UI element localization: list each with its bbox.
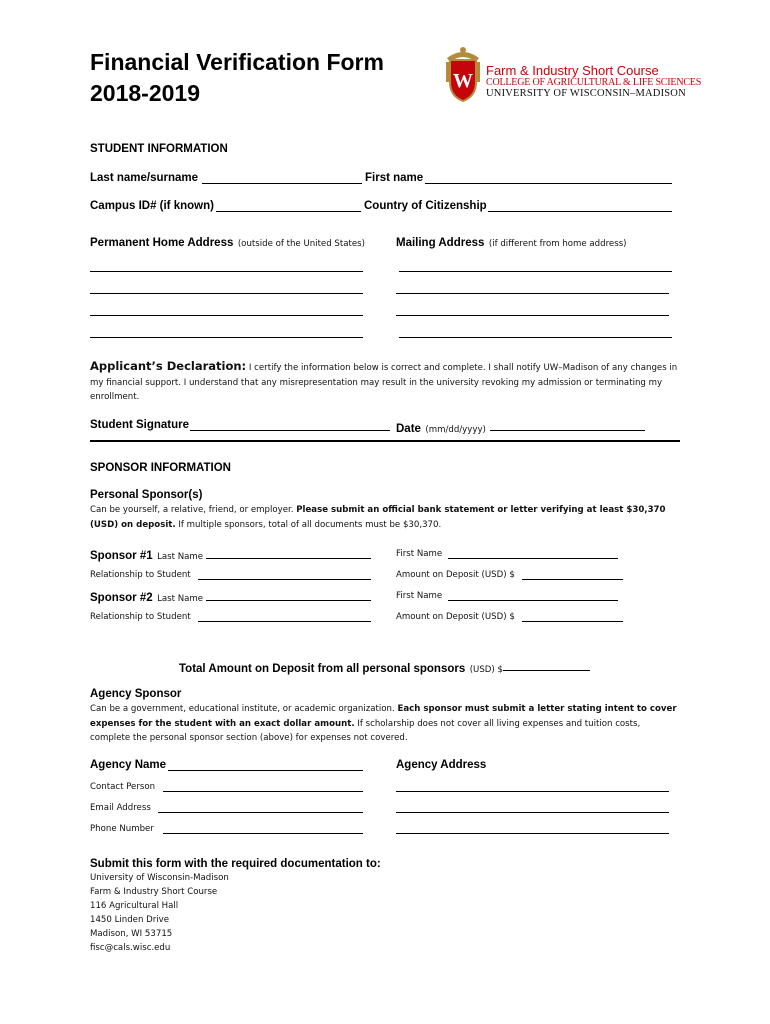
personal-sponsor-text-2: If multiple sponsors, total of all documents must be $30,370. [178, 519, 442, 530]
signature-field[interactable] [190, 430, 390, 431]
logo-program-name: Farm & Industry Short Course [486, 63, 659, 78]
student-info-heading: STUDENT INFORMATION [90, 143, 228, 155]
sponsor-info-heading: SPONSOR INFORMATION [90, 462, 231, 474]
agency-address-line-3[interactable] [396, 833, 669, 834]
sponsor1-first-name-field[interactable] [448, 558, 618, 559]
submit-address [90, 871, 390, 955]
home-address-line-2[interactable] [90, 293, 363, 294]
sponsor1-last-name-field[interactable] [206, 558, 371, 559]
home-address-label: Permanent Home Address [90, 237, 234, 249]
sponsor2-label: Sponsor #2 [90, 592, 153, 604]
submit-address-line: Madison, WI 53715 [90, 929, 173, 939]
sponsor1-last-name [90, 546, 203, 564]
mailing-address-label: Mailing Address [396, 237, 485, 249]
mailing-address-note: (if different from home address) [488, 239, 627, 249]
sponsor2-last-name [90, 588, 203, 606]
campus-id-field[interactable] [216, 211, 361, 212]
sponsor1-deposit-field[interactable] [522, 579, 623, 580]
mailing-address-line-2[interactable] [396, 293, 669, 294]
email-address-field[interactable] [158, 812, 363, 813]
signature-label: Student Signature [90, 419, 190, 431]
sponsor2-first-name-label: First Name [396, 591, 443, 601]
sponsor2-deposit-label: Amount on Deposit (USD) $ [396, 612, 515, 622]
home-address-heading [90, 233, 365, 251]
sponsor1-last-name-label: Last Name [157, 552, 204, 562]
agency-text-2: If scholarship does not cover all living expenses and tuition costs, complete the personal sponsor section (above) for expenses not covered. [90, 718, 641, 743]
mailing-address-line-3[interactable] [396, 315, 669, 316]
agency-name-label: Agency Name [90, 759, 167, 771]
email-address-label: Email Address [90, 803, 151, 813]
sponsor1-relationship-label: Relationship to Student [90, 570, 191, 580]
submit-email[interactable]: fisc@cals.wisc.edu [90, 943, 171, 953]
agency-text-bold: Each sponsor must submit a letter stating intent to cover expenses for the student with an exact dollar amount. [90, 704, 677, 729]
date-format: (mm/dd/yyyy) [425, 425, 486, 435]
sponsor2-last-name-label: Last Name [157, 594, 204, 604]
country-field[interactable] [488, 211, 672, 212]
personal-sponsor-text-bold: Please submit an official bank statement or letter verifying at least $30,370 (USD) on deposit. [90, 505, 666, 530]
section-divider [90, 440, 680, 442]
declaration-label: Applicant’s Declaration: [90, 359, 247, 373]
total-deposit-unit: (USD) $ [469, 665, 503, 675]
first-name-field[interactable] [425, 183, 672, 184]
form-title: Financial Verification Form [90, 49, 384, 75]
date-heading [396, 419, 486, 437]
sponsor2-relationship-label: Relationship to Student [90, 612, 191, 622]
agency-sponsor-heading: Agency Sponsor [90, 688, 182, 700]
agency-name-field[interactable] [168, 770, 363, 771]
agency-text-1: Can be a government, educational institute, or academic organization. [90, 704, 395, 714]
total-deposit-field[interactable] [503, 670, 590, 671]
submit-address-line: 1450 Linden Drive [90, 915, 170, 925]
agency-sponsor-text [90, 702, 680, 746]
sponsor1-first-name-label: First Name [396, 549, 443, 559]
sponsor1-deposit-label: Amount on Deposit (USD) $ [396, 570, 515, 580]
campus-id-label: Campus ID# (if known) [90, 200, 214, 212]
sponsor2-first-name-field[interactable] [448, 600, 618, 601]
declaration-text: I certify the information below is correct and complete. I shall notify UW–Madison of any changes in my financial support. I understand that any misrepresentation may result in the university revoking my admission or terminating my enrollment. [90, 363, 678, 402]
contact-person-field[interactable] [163, 791, 363, 792]
sponsor1-relationship-field[interactable] [198, 579, 371, 580]
logo-university-name: UNIVERSITY OF WISCONSIN–MADISON [486, 88, 686, 99]
personal-sponsor-heading: Personal Sponsor(s) [90, 489, 203, 501]
submit-address-line: University of Wisconsin-Madison [90, 873, 229, 883]
date-label: Date [396, 423, 421, 435]
personal-sponsor-text [90, 503, 680, 532]
sponsor2-deposit-field[interactable] [522, 621, 623, 622]
last-name-label: Last name/surname [90, 172, 199, 184]
contact-person-label: Contact Person [90, 782, 156, 792]
submit-address-line: 116 Agricultural Hall [90, 901, 179, 911]
agency-address-line-1[interactable] [396, 791, 669, 792]
form-year: 2018-2019 [90, 80, 200, 106]
declaration [90, 359, 680, 405]
agency-address-label: Agency Address [396, 759, 487, 771]
date-field[interactable] [490, 430, 645, 431]
phone-number-field[interactable] [163, 833, 363, 834]
home-address-note: (outside of the United States) [237, 239, 365, 249]
phone-number-label: Phone Number [90, 824, 154, 834]
last-name-field[interactable] [202, 183, 362, 184]
personal-sponsor-text-1: Can be yourself, a relative, friend, or employer. [90, 505, 294, 515]
submit-address-line: Farm & Industry Short Course [90, 887, 218, 897]
country-label: Country of Citizenship [364, 200, 487, 212]
sponsor2-last-name-field[interactable] [206, 600, 371, 601]
sponsor2-relationship-field[interactable] [198, 621, 371, 622]
mailing-address-line-1[interactable] [399, 271, 672, 272]
home-address-line-3[interactable] [90, 315, 363, 316]
agency-address-line-2[interactable] [396, 812, 669, 813]
submit-heading: Submit this form with the required documentation to: [90, 858, 381, 870]
logo-college-name: COLLEGE OF AGRICULTURAL & LIFE SCIENCES [486, 77, 702, 88]
first-name-label: First name [365, 172, 424, 184]
svg-text:W: W [453, 70, 473, 92]
total-deposit-label: Total Amount on Deposit from all personal sponsors [179, 663, 466, 675]
total-deposit [179, 659, 503, 677]
home-address-line-4[interactable] [90, 337, 363, 338]
sponsor1-label: Sponsor #1 [90, 550, 153, 562]
mailing-address-heading [396, 233, 627, 251]
mailing-address-line-4[interactable] [399, 337, 672, 338]
uw-crest-icon [444, 44, 482, 102]
home-address-line-1[interactable] [90, 271, 363, 272]
